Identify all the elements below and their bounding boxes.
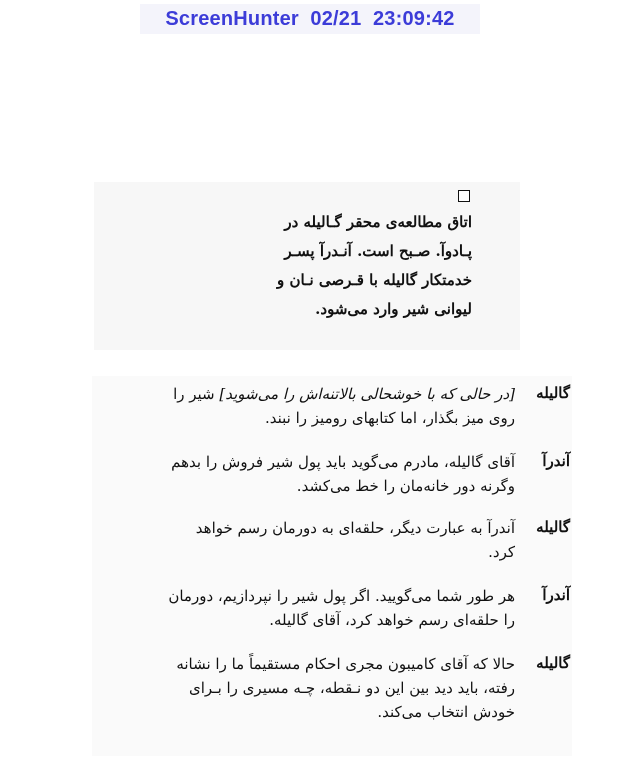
screenhunter-banner: ScreenHunter 02/21 23:09:42 [140, 4, 480, 34]
speech-row [131, 382, 515, 406]
speech-row [131, 652, 515, 676]
speech-block [131, 382, 515, 430]
speech-text: روی میز بگذار، اما کتابهای رومیز را نبند. [264, 409, 515, 427]
speech-text: آقای گالیله، مادرم می‌گوید باید پول شیر فروش را بدهم [171, 453, 515, 471]
speech-row [131, 516, 515, 540]
speech-row [131, 406, 515, 430]
scene-line: لیوانی شیر وارد می‌شود. [315, 300, 472, 318]
speech-row [131, 608, 515, 632]
speech-text: خودش انتخاب می‌کند. [377, 703, 515, 721]
speech-block [131, 516, 515, 564]
speech-row [131, 474, 515, 498]
speech-text: کرد. [488, 543, 515, 561]
speech-text: رفته، باید دید بین این دو نـقطه، چـه مسیری را بـرای [188, 679, 515, 697]
speech-block [131, 584, 515, 632]
speech-row [131, 540, 515, 564]
speaker-name: گالیله [536, 384, 570, 402]
speaker-name: گالیله [536, 518, 570, 536]
scene-line: خدمتکار گالیله با قـرصی نـان و [277, 271, 472, 289]
speech-text: وگرنه دور خانه‌مان را خط می‌کشد. [296, 477, 515, 495]
speech-text: حالا که آقای کامیبون مجری احکام مستقیماً ما را نشانه [176, 655, 515, 673]
stage-direction: [در حالی که با خوشحالی بالاتنه‌اش را می‌شوید] [219, 385, 515, 403]
speech-text: شیر را [173, 385, 220, 403]
scene-description [276, 208, 472, 324]
speech-block [131, 652, 515, 724]
speech-text: آندرآ به عبارت دیگر، حلقه‌ای به دورمان رسم خواهد [195, 519, 515, 537]
speech-row [131, 700, 515, 724]
scene-line: پـادوآ. صـبح است. آنـدرآ پسـر [284, 242, 472, 260]
speech-text: هر طور شما می‌گویید. اگر پول شیر را نپردازیم، دورمان [168, 587, 515, 605]
speech-row [131, 676, 515, 700]
speech-block [131, 450, 515, 498]
scene-line: اتاق مطالعه‌ی محقر گـالیله در [284, 213, 472, 231]
scene-marker-box-icon [458, 190, 470, 202]
speaker-name: گالیله [536, 654, 570, 672]
speech-text: را حلقه‌ای رسم خواهد کرد، آقای گالیله. [269, 611, 515, 629]
speaker-name: آندرآ [542, 586, 570, 604]
speech-row [131, 584, 515, 608]
speech-row [131, 450, 515, 474]
speaker-name: آندرآ [542, 452, 570, 470]
